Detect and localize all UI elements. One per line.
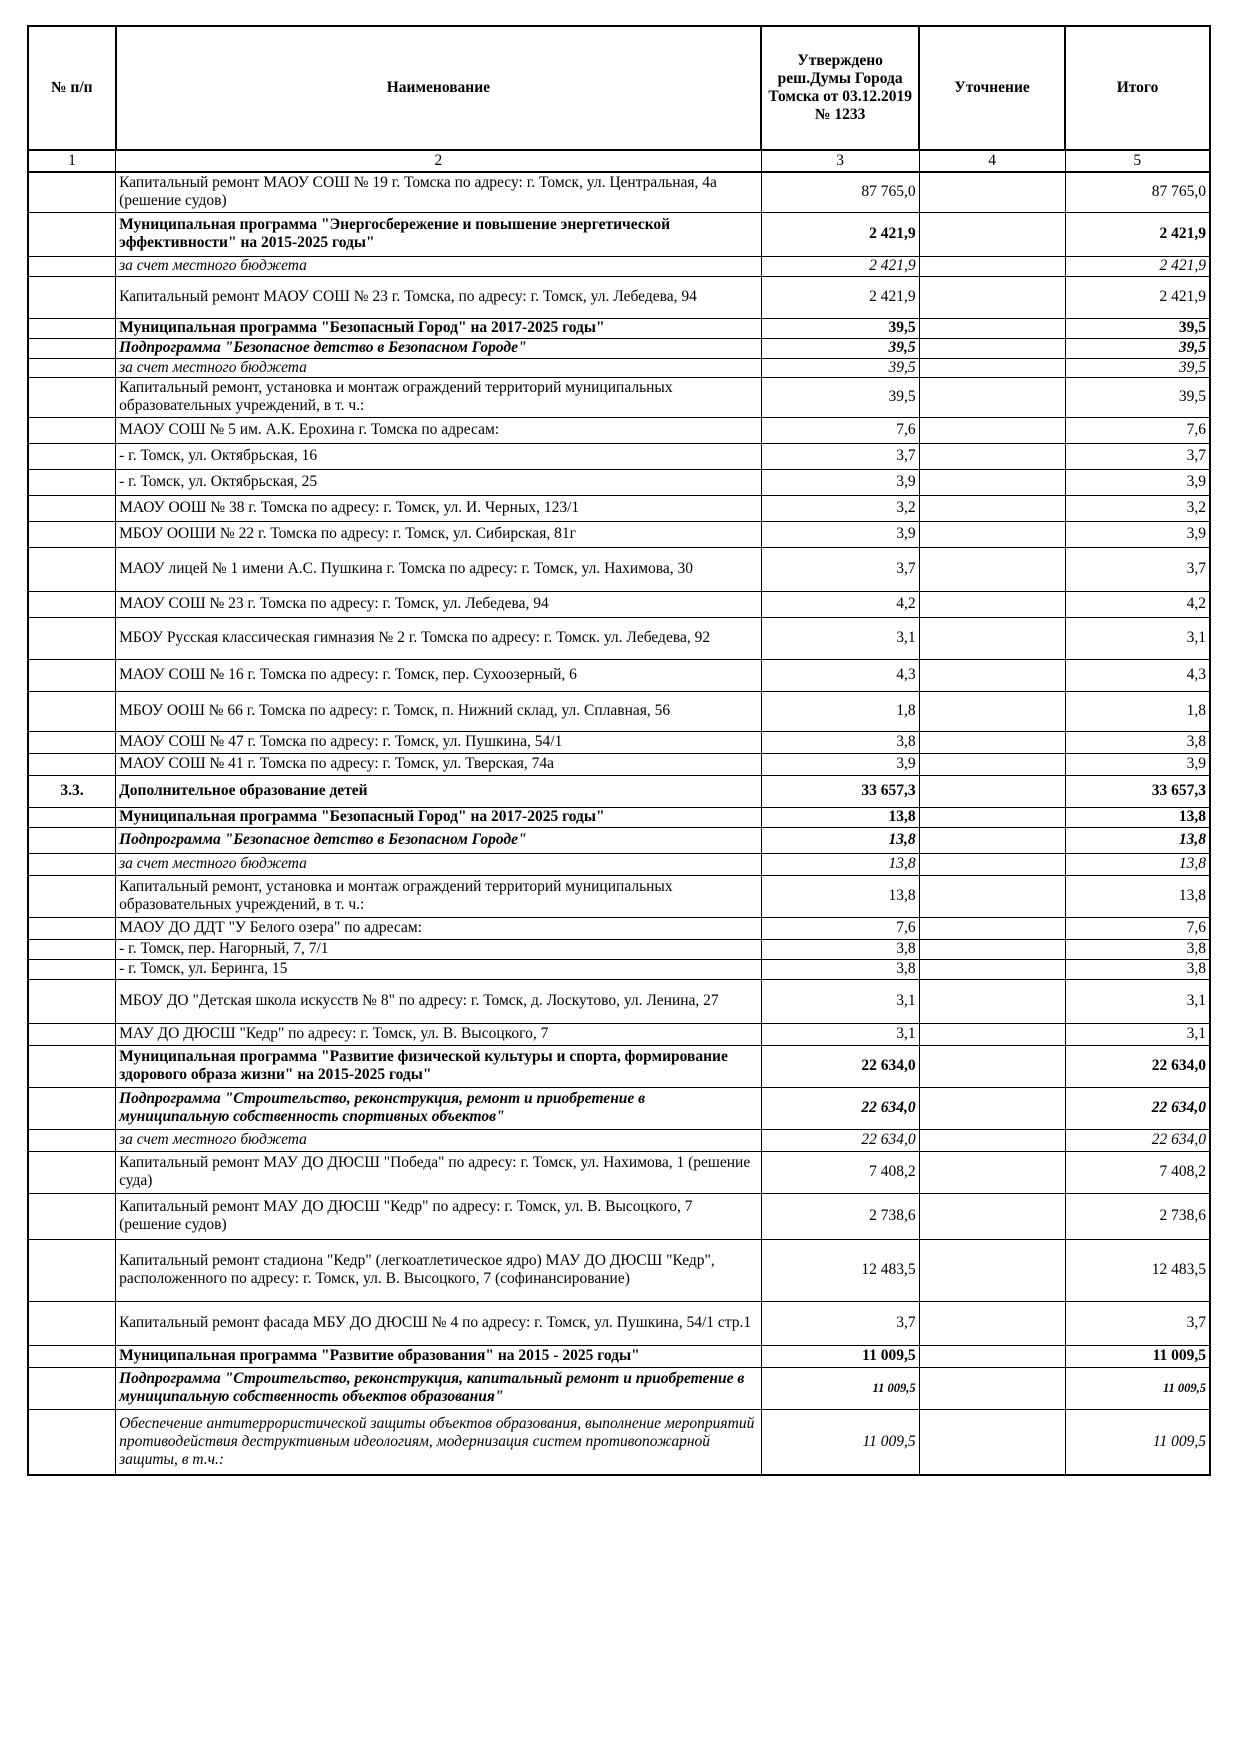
row-number-cell	[28, 917, 116, 939]
row-number-cell: 3.3.	[28, 775, 116, 807]
row-number-cell	[28, 358, 116, 377]
row-name-cell: Муниципальная программа "Энергосбережение и повышение энергетической эффективности" на 2015-2025 годы"	[116, 212, 762, 256]
row-name-cell: Подпрограмма "Строительство, реконструкция, ремонт и приобретение в муниципальную собственность спортивных объектов"	[116, 1087, 762, 1129]
row-clarify-cell	[919, 939, 1065, 959]
row-clarify-cell	[919, 1409, 1065, 1475]
row-name-cell: Обеспечение антитеррористической защиты объектов образования, выполнение мероприятий противодействия деструктивным идеологиям, модернизация систем противопожарной защиты, в т.ч.:	[116, 1409, 762, 1475]
row-name-cell: за счет местного бюджета	[116, 1129, 762, 1151]
column-number: 5	[1065, 150, 1210, 172]
row-approved-cell: 33 657,3	[761, 775, 919, 807]
row-total-cell: 22 634,0	[1065, 1087, 1210, 1129]
row-name-cell: МАОУ СОШ № 41 г. Томска по адресу: г. Томск, ул. Тверская, 74а	[116, 753, 762, 775]
row-name-cell: Капитальный ремонт МАУ ДО ДЮСШ "Победа" по адресу: г. Томск, ул. Нахимова, 1 (решение суда)	[116, 1151, 762, 1193]
row-approved-cell: 3,9	[761, 521, 919, 547]
row-total-cell: 7,6	[1065, 917, 1210, 939]
table-row	[28, 753, 1210, 775]
table-row	[28, 959, 1210, 979]
header-row	[28, 26, 1210, 150]
row-approved-cell: 3,8	[761, 939, 919, 959]
row-number-cell	[28, 807, 116, 827]
row-number-cell	[28, 827, 116, 853]
row-approved-cell: 2 421,9	[761, 256, 919, 276]
row-total-cell: 39,5	[1065, 358, 1210, 377]
table-row	[28, 547, 1210, 591]
table-row	[28, 1409, 1210, 1475]
column-number: 4	[919, 150, 1065, 172]
row-total-cell: 13,8	[1065, 827, 1210, 853]
row-clarify-cell	[919, 827, 1065, 853]
row-approved-cell: 3,1	[761, 979, 919, 1023]
row-clarify-cell	[919, 959, 1065, 979]
row-clarify-cell	[919, 617, 1065, 659]
row-number-cell	[28, 377, 116, 417]
row-approved-cell: 4,2	[761, 591, 919, 617]
row-clarify-cell	[919, 495, 1065, 521]
row-total-cell: 3,8	[1065, 731, 1210, 753]
row-approved-cell: 39,5	[761, 318, 919, 338]
row-name-cell: МАОУ СОШ № 16 г. Томска по адресу: г. Томск, пер. Сухоозерный, 6	[116, 659, 762, 691]
row-number-cell	[28, 1193, 116, 1239]
row-total-cell: 3,9	[1065, 469, 1210, 495]
row-total-cell: 7 408,2	[1065, 1151, 1210, 1193]
row-clarify-cell	[919, 358, 1065, 377]
row-approved-cell: 2 738,6	[761, 1193, 919, 1239]
row-clarify-cell	[919, 659, 1065, 691]
column-number: 3	[761, 150, 919, 172]
row-total-cell: 39,5	[1065, 338, 1210, 358]
table-row	[28, 979, 1210, 1023]
row-clarify-cell	[919, 547, 1065, 591]
row-total-cell: 2 421,9	[1065, 276, 1210, 318]
column-number: 1	[28, 150, 116, 172]
table-body	[28, 172, 1210, 1475]
row-name-cell: Капитальный ремонт фасада МБУ ДО ДЮСШ № 4 по адресу: г. Томск, ул. Пушкина, 54/1 стр.1	[116, 1301, 762, 1345]
table-row	[28, 1045, 1210, 1087]
row-name-cell: МБОУ ООШ № 66 г. Томска по адресу: г. Томск, п. Нижний склад, ул. Сплавная, 56	[116, 691, 762, 731]
row-number-cell	[28, 875, 116, 917]
row-clarify-cell	[919, 591, 1065, 617]
row-total-cell: 3,7	[1065, 443, 1210, 469]
table-row	[28, 377, 1210, 417]
row-total-cell: 3,2	[1065, 495, 1210, 521]
row-name-cell: МАОУ СОШ № 23 г. Томска по адресу: г. Томск, ул. Лебедева, 94	[116, 591, 762, 617]
row-total-cell: 13,8	[1065, 807, 1210, 827]
row-clarify-cell	[919, 521, 1065, 547]
row-clarify-cell	[919, 1193, 1065, 1239]
row-number-cell	[28, 469, 116, 495]
row-name-cell: Капитальный ремонт стадиона "Кедр" (легкоатлетическое ядро) МАУ ДО ДЮСШ "Кедр", расположенного по адресу: г. Томск, ул. В. Высоцкого, 7 (софинансирование)	[116, 1239, 762, 1301]
table-row	[28, 775, 1210, 807]
header-total: Итого	[1065, 26, 1210, 150]
row-approved-cell: 7,6	[761, 417, 919, 443]
row-clarify-cell	[919, 753, 1065, 775]
row-clarify-cell	[919, 338, 1065, 358]
row-approved-cell: 13,8	[761, 827, 919, 853]
row-total-cell: 3,1	[1065, 979, 1210, 1023]
row-total-cell: 3,1	[1065, 617, 1210, 659]
row-approved-cell: 22 634,0	[761, 1087, 919, 1129]
row-number-cell	[28, 1045, 116, 1087]
row-name-cell: МАОУ ДО ДДТ "У Белого озера" по адресам:	[116, 917, 762, 939]
row-clarify-cell	[919, 1301, 1065, 1345]
row-approved-cell: 39,5	[761, 358, 919, 377]
row-total-cell: 2 421,9	[1065, 212, 1210, 256]
row-number-cell	[28, 417, 116, 443]
row-number-cell	[28, 212, 116, 256]
row-number-cell	[28, 521, 116, 547]
row-clarify-cell	[919, 172, 1065, 212]
row-clarify-cell	[919, 1151, 1065, 1193]
table-row	[28, 443, 1210, 469]
row-number-cell	[28, 959, 116, 979]
row-total-cell: 33 657,3	[1065, 775, 1210, 807]
column-number: 2	[116, 150, 762, 172]
row-clarify-cell	[919, 1239, 1065, 1301]
row-number-cell	[28, 495, 116, 521]
table-row	[28, 591, 1210, 617]
row-name-cell: МАОУ лицей № 1 имени А.С. Пушкина г. Томска по адресу: г. Томск, ул. Нахимова, 30	[116, 547, 762, 591]
row-name-cell: за счет местного бюджета	[116, 853, 762, 875]
table-row	[28, 1301, 1210, 1345]
row-total-cell: 12 483,5	[1065, 1239, 1210, 1301]
table-row	[28, 212, 1210, 256]
row-approved-cell: 22 634,0	[761, 1129, 919, 1151]
header-num: № п/п	[28, 26, 116, 150]
row-approved-cell: 2 421,9	[761, 212, 919, 256]
row-approved-cell: 87 765,0	[761, 172, 919, 212]
row-approved-cell: 3,7	[761, 547, 919, 591]
row-number-cell	[28, 1345, 116, 1367]
row-name-cell: за счет местного бюджета	[116, 358, 762, 377]
table-row	[28, 1129, 1210, 1151]
row-name-cell: Капитальный ремонт МАОУ СОШ № 19 г. Томска по адресу: г. Томск, ул. Центральная, 4а (решение судов)	[116, 172, 762, 212]
table-row	[28, 1367, 1210, 1409]
row-clarify-cell	[919, 853, 1065, 875]
table-row	[28, 1151, 1210, 1193]
row-total-cell: 1,8	[1065, 691, 1210, 731]
row-number-cell	[28, 853, 116, 875]
row-approved-cell: 3,2	[761, 495, 919, 521]
row-name-cell: за счет местного бюджета	[116, 256, 762, 276]
row-clarify-cell	[919, 1129, 1065, 1151]
row-number-cell	[28, 547, 116, 591]
table-row	[28, 358, 1210, 377]
header-approved: Утверждено реш.Думы Города Томска от 03.12.2019 № 1233	[761, 26, 919, 150]
row-name-cell: МБОУ ООШИ № 22 г. Томска по адресу: г. Томск, ул. Сибирская, 81г	[116, 521, 762, 547]
row-approved-cell: 4,3	[761, 659, 919, 691]
row-approved-cell: 3,1	[761, 617, 919, 659]
row-name-cell: МАОУ ООШ № 38 г. Томска по адресу: г. Томск, ул. И. Черных, 123/1	[116, 495, 762, 521]
row-total-cell: 3,9	[1065, 521, 1210, 547]
row-number-cell	[28, 172, 116, 212]
row-total-cell: 3,1	[1065, 1023, 1210, 1045]
row-total-cell: 4,3	[1065, 659, 1210, 691]
table-row	[28, 917, 1210, 939]
row-name-cell: МАОУ СОШ № 47 г. Томска по адресу: г. Томск, ул. Пушкина, 54/1	[116, 731, 762, 753]
row-approved-cell: 7 408,2	[761, 1151, 919, 1193]
row-name-cell: Муниципальная программа "Безопасный Город" на 2017-2025 годы"	[116, 318, 762, 338]
row-approved-cell: 3,8	[761, 959, 919, 979]
row-approved-cell: 3,7	[761, 1301, 919, 1345]
row-name-cell: МБОУ Русская классическая гимназия № 2 г. Томска по адресу: г. Томск. ул. Лебедева, 92	[116, 617, 762, 659]
row-clarify-cell	[919, 1087, 1065, 1129]
table-row	[28, 617, 1210, 659]
row-name-cell: - г. Томск, ул. Октябрьская, 16	[116, 443, 762, 469]
table-row	[28, 875, 1210, 917]
row-clarify-cell	[919, 731, 1065, 753]
row-number-cell	[28, 276, 116, 318]
row-approved-cell: 39,5	[761, 338, 919, 358]
row-total-cell: 2 738,6	[1065, 1193, 1210, 1239]
row-number-cell	[28, 1151, 116, 1193]
row-approved-cell: 39,5	[761, 377, 919, 417]
row-clarify-cell	[919, 377, 1065, 417]
row-name-cell: Капитальный ремонт МАОУ СОШ № 23 г. Томска, по адресу: г. Томск, ул. Лебедева, 94	[116, 276, 762, 318]
row-number-cell	[28, 338, 116, 358]
row-name-cell: Муниципальная программа "Развитие физической культуры и спорта, формирование здорового образа жизни" на 2015-2025 годы"	[116, 1045, 762, 1087]
table-row	[28, 1193, 1210, 1239]
table-row	[28, 521, 1210, 547]
row-number-cell	[28, 1409, 116, 1475]
row-number-cell	[28, 939, 116, 959]
table-row	[28, 469, 1210, 495]
row-number-cell	[28, 1129, 116, 1151]
row-approved-cell: 13,8	[761, 853, 919, 875]
row-number-cell	[28, 591, 116, 617]
row-approved-cell: 3,7	[761, 443, 919, 469]
table-row	[28, 256, 1210, 276]
table-row	[28, 417, 1210, 443]
header-clarify: Уточнение	[919, 26, 1065, 150]
row-name-cell: Подпрограмма "Строительство, реконструкция, капитальный ремонт и приобретение в муниципальную собственность объектов образования"	[116, 1367, 762, 1409]
row-number-cell	[28, 1301, 116, 1345]
row-clarify-cell	[919, 318, 1065, 338]
row-clarify-cell	[919, 1045, 1065, 1087]
row-name-cell: Капитальный ремонт, установка и монтаж ограждений территорий муниципальных образовательных учреждений, в т. ч.:	[116, 875, 762, 917]
table-row	[28, 807, 1210, 827]
row-total-cell: 13,8	[1065, 875, 1210, 917]
table-row	[28, 276, 1210, 318]
table-row	[28, 1023, 1210, 1045]
row-clarify-cell	[919, 775, 1065, 807]
header-name: Наименование	[116, 26, 762, 150]
row-name-cell: Муниципальная программа "Безопасный Город" на 2017-2025 годы"	[116, 807, 762, 827]
row-name-cell: Капитальный ремонт МАУ ДО ДЮСШ "Кедр" по адресу: г. Томск, ул. В. Высоцкого, 7 (решение судов)	[116, 1193, 762, 1239]
row-total-cell: 39,5	[1065, 377, 1210, 417]
row-total-cell: 3,7	[1065, 547, 1210, 591]
table-row	[28, 172, 1210, 212]
table-row	[28, 1239, 1210, 1301]
row-clarify-cell	[919, 1367, 1065, 1409]
row-approved-cell: 3,9	[761, 753, 919, 775]
row-clarify-cell	[919, 1023, 1065, 1045]
row-total-cell: 13,8	[1065, 853, 1210, 875]
row-name-cell: - г. Томск, ул. Октябрьская, 25	[116, 469, 762, 495]
row-number-cell	[28, 659, 116, 691]
row-clarify-cell	[919, 212, 1065, 256]
row-number-cell	[28, 1367, 116, 1409]
row-total-cell: 4,2	[1065, 591, 1210, 617]
row-total-cell: 39,5	[1065, 318, 1210, 338]
row-total-cell: 2 421,9	[1065, 256, 1210, 276]
table-row	[28, 659, 1210, 691]
row-total-cell: 22 634,0	[1065, 1129, 1210, 1151]
row-clarify-cell	[919, 691, 1065, 731]
row-total-cell: 11 009,5	[1065, 1409, 1210, 1475]
row-total-cell: 3,9	[1065, 753, 1210, 775]
row-approved-cell: 3,1	[761, 1023, 919, 1045]
row-number-cell	[28, 691, 116, 731]
table-row	[28, 691, 1210, 731]
row-number-cell	[28, 617, 116, 659]
row-number-cell	[28, 753, 116, 775]
row-number-cell	[28, 731, 116, 753]
row-clarify-cell	[919, 875, 1065, 917]
table-row	[28, 338, 1210, 358]
row-name-cell: Капитальный ремонт, установка и монтаж ограждений территорий муниципальных образовательных учреждений, в т. ч.:	[116, 377, 762, 417]
row-number-cell	[28, 256, 116, 276]
budget-table	[27, 25, 1211, 1476]
row-approved-cell: 11 009,5	[761, 1409, 919, 1475]
table-row	[28, 731, 1210, 753]
table-row	[28, 1087, 1210, 1129]
row-approved-cell: 3,9	[761, 469, 919, 495]
row-approved-cell: 2 421,9	[761, 276, 919, 318]
table-row	[28, 827, 1210, 853]
row-total-cell: 87 765,0	[1065, 172, 1210, 212]
row-approved-cell: 13,8	[761, 807, 919, 827]
row-total-cell: 22 634,0	[1065, 1045, 1210, 1087]
row-approved-cell: 22 634,0	[761, 1045, 919, 1087]
table-row	[28, 939, 1210, 959]
row-name-cell: - г. Томск, ул. Беринга, 15	[116, 959, 762, 979]
row-approved-cell: 11 009,5	[761, 1367, 919, 1409]
row-total-cell: 3,8	[1065, 939, 1210, 959]
row-name-cell: МБОУ ДО "Детская школа искусств № 8" по адресу: г. Томск, д. Лоскутово, ул. Ленина, 27	[116, 979, 762, 1023]
row-approved-cell: 13,8	[761, 875, 919, 917]
row-number-cell	[28, 443, 116, 469]
row-name-cell: Подпрограмма "Безопасное детство в Безопасном Городе"	[116, 338, 762, 358]
row-name-cell: Муниципальная программа "Развитие образования" на 2015 - 2025 годы"	[116, 1345, 762, 1367]
table-row	[28, 495, 1210, 521]
row-approved-cell: 1,8	[761, 691, 919, 731]
row-total-cell: 7,6	[1065, 417, 1210, 443]
row-name-cell: - г. Томск, пер. Нагорный, 7, 7/1	[116, 939, 762, 959]
row-number-cell	[28, 1023, 116, 1045]
row-name-cell: Подпрограмма "Безопасное детство в Безопасном Городе"	[116, 827, 762, 853]
row-name-cell: МАУ ДО ДЮСШ "Кедр" по адресу: г. Томск, ул. В. Высоцкого, 7	[116, 1023, 762, 1045]
table-row	[28, 1345, 1210, 1367]
row-approved-cell: 12 483,5	[761, 1239, 919, 1301]
table-row	[28, 853, 1210, 875]
column-number-row	[28, 150, 1210, 172]
row-approved-cell: 7,6	[761, 917, 919, 939]
row-number-cell	[28, 1087, 116, 1129]
row-number-cell	[28, 1239, 116, 1301]
row-clarify-cell	[919, 443, 1065, 469]
row-number-cell	[28, 318, 116, 338]
row-clarify-cell	[919, 276, 1065, 318]
row-clarify-cell	[919, 469, 1065, 495]
row-name-cell: МАОУ СОШ № 5 им. А.К. Ерохина г. Томска по адресам:	[116, 417, 762, 443]
row-clarify-cell	[919, 807, 1065, 827]
row-total-cell: 11 009,5	[1065, 1345, 1210, 1367]
row-clarify-cell	[919, 417, 1065, 443]
row-clarify-cell	[919, 256, 1065, 276]
row-number-cell	[28, 979, 116, 1023]
row-clarify-cell	[919, 917, 1065, 939]
row-total-cell: 3,7	[1065, 1301, 1210, 1345]
row-clarify-cell	[919, 979, 1065, 1023]
row-total-cell: 3,8	[1065, 959, 1210, 979]
row-approved-cell: 11 009,5	[761, 1345, 919, 1367]
row-approved-cell: 3,8	[761, 731, 919, 753]
row-name-cell: Дополнительное образование детей	[116, 775, 762, 807]
row-total-cell: 11 009,5	[1065, 1367, 1210, 1409]
table-row	[28, 318, 1210, 338]
row-clarify-cell	[919, 1345, 1065, 1367]
